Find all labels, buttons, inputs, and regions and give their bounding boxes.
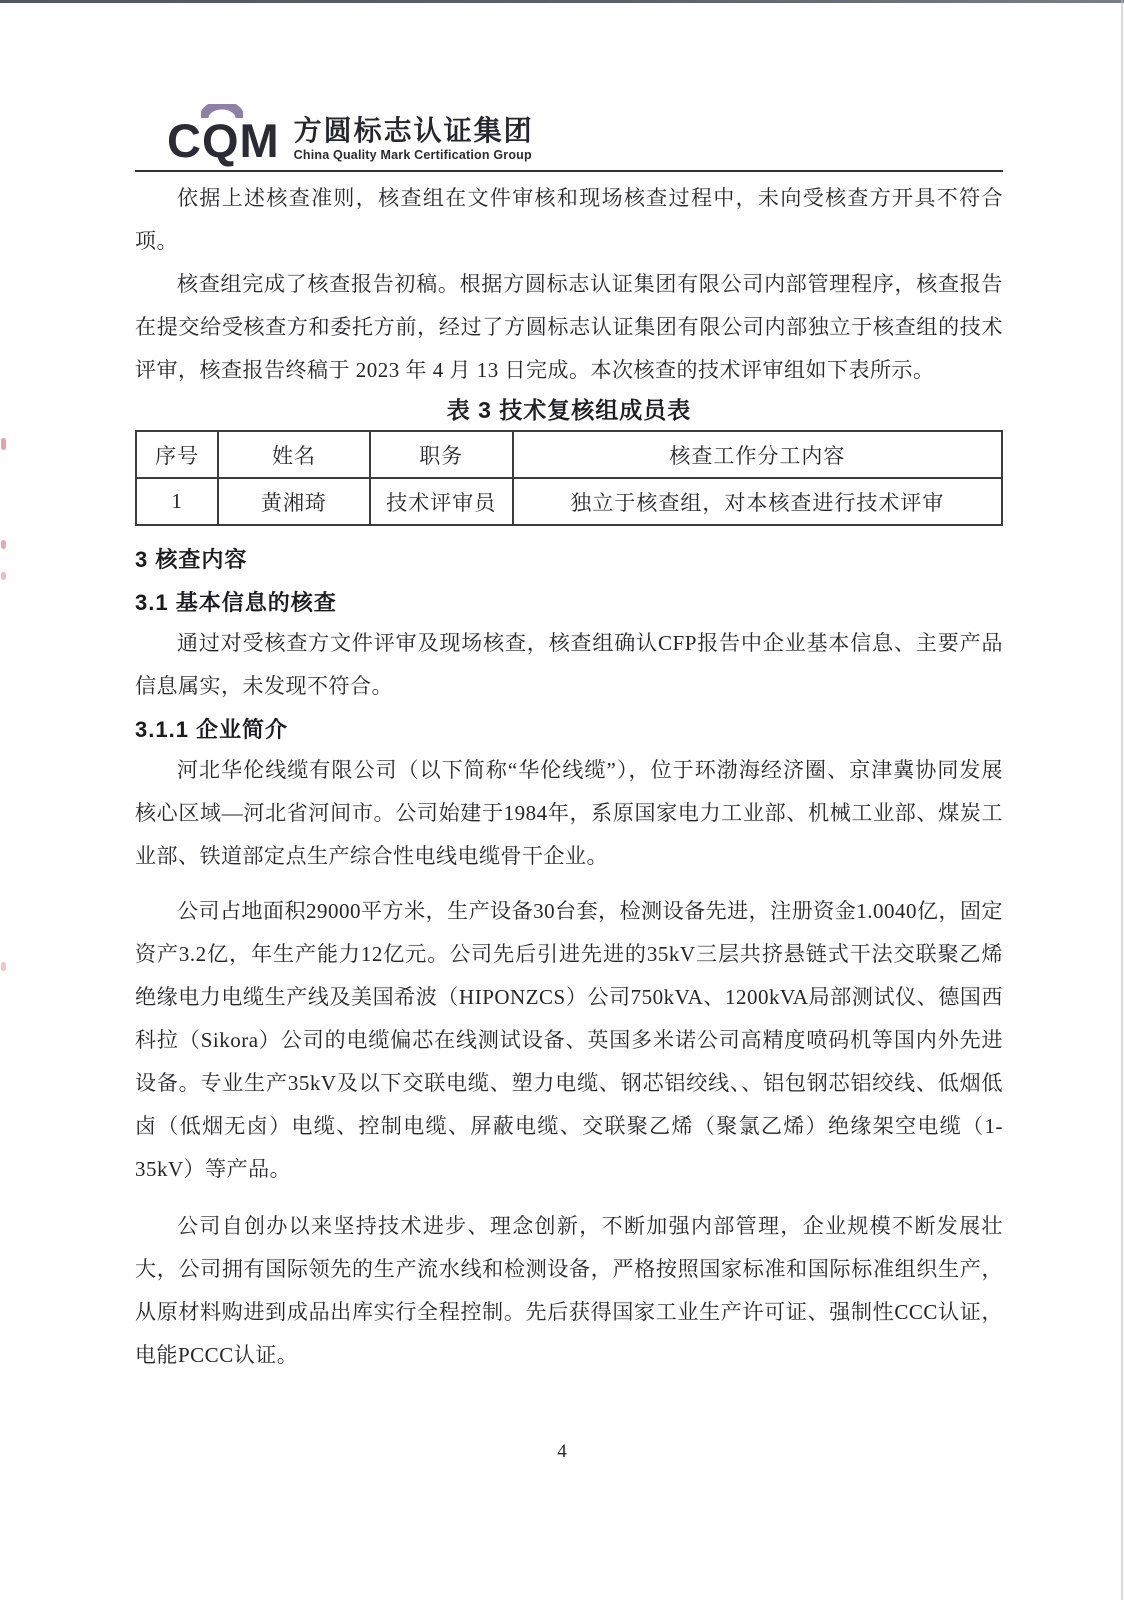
table-header-no: 序号 [136, 431, 218, 478]
cqm-logo-mark [167, 114, 280, 167]
reviewers-table [135, 430, 1003, 526]
header-divider [135, 170, 1003, 172]
table-header-role: 职务 [370, 431, 513, 478]
scan-right-edge-line [1121, 0, 1123, 1600]
table-header-duty: 核查工作分工内容 [513, 431, 1002, 478]
section-heading-3-1: 3.1 基本信息的核查 [135, 590, 337, 615]
logo-name-chinese: 方圆标志认证集团 [293, 115, 534, 146]
paragraph-audit-criteria: 依据上述核查准则，核查组在文件审核和现场核查过程中，未向受核查方开具不符合项。 [135, 186, 1003, 253]
table-header-row [136, 431, 1002, 478]
paragraph-company-intro: 河北华伦线缆有限公司（以下简称“华伦线缆”），位于环渤海经济圈、京津冀协同发展核心区域—河北省河间市。公司始建于1984年，系原国家电力工业部、机械工业部、煤炭工业部、铁道部定点生产综合性电线电缆骨干企业。 [135, 758, 1003, 868]
red-edge-mark [1, 438, 6, 450]
paragraph-company-facilities: 公司占地面积29000平方米，生产设备30台套，检测设备先进，注册资金1.0040亿，固定资产3.2亿，年生产能力12亿元。公司先后引进先进的35kV三层共挤悬链式干法交联聚乙烯绝缘电力电缆生产线及美国希波（HIPONZCS）公司750kVA、1200kVA局部测试仪、德国西科拉（Sikora）公司的电缆偏芯在线测试设备、英国多米诺公司高精度喷码机等国内外先进设备。专业生产35kV及以下交联电缆、塑力电缆、钢芯铝绞线、、铝包钢芯铝绞线、低烟低卤（低烟无卤）电缆、控制电缆、屏蔽电缆、交联聚乙烯（聚氯乙烯）绝缘架空电缆（1-35kV）等产品。 [135, 899, 1003, 1181]
cqm-logo [135, 103, 1003, 165]
logo-names [294, 115, 534, 165]
red-edge-mark [1, 572, 6, 580]
section-heading-3: 3 核查内容 [135, 547, 248, 572]
page-content [135, 103, 1003, 1377]
paragraph-basic-info-check: 通过对受核查方文件评审及现场核查，核查组确认CFP报告中企业基本信息、主要产品信息属实，未发现不符合。 [135, 631, 1003, 698]
scan-top-edge-line [0, 0, 1124, 3]
cell-duty: 独立于核查组，对本核查进行技术评审 [513, 478, 1002, 525]
logo-acronym-text: CQM [167, 114, 280, 167]
paragraph-report-draft: 核查组完成了核查报告初稿。根据方圆标志认证集团有限公司内部管理程序，核查报告在提交给受核查方和委托方前，经过了方圆标志认证集团有限公司内部独立于核查组的技术评审，核查报告终稿于 2023 年 4 月 13 日完成。本次核查的技术评审组如下表所示。 [135, 272, 1003, 382]
red-edge-mark [1, 540, 6, 549]
logo-name-english: China Quality Mark Certification Group [293, 148, 532, 162]
paragraph-company-management: 公司自创办以来坚持技术进步、理念创新，不断加强内部管理，企业规模不断发展壮大，公司拥有国际领先的生产流水线和检测设备，严格按照国家标准和国际标准组织生产，从原材料购进到成品出库实行全程控制。先后获得国家工业生产许可证、强制性CCC认证，电能PCCC认证。 [135, 1214, 1003, 1367]
logo-arc-icon [201, 104, 243, 124]
table-header-name: 姓名 [218, 431, 370, 478]
section-heading-3-1-1: 3.1.1 企业简介 [135, 717, 289, 742]
table-3-title: 表 3 技术复核组成员表 [446, 397, 692, 423]
cell-role: 技术评审员 [370, 478, 513, 525]
cell-no: 1 [136, 478, 218, 525]
page-number: 4 [557, 1441, 567, 1462]
red-edge-mark [1, 962, 6, 971]
cell-name: 黄湘琦 [218, 478, 370, 525]
table-row [136, 478, 1002, 525]
